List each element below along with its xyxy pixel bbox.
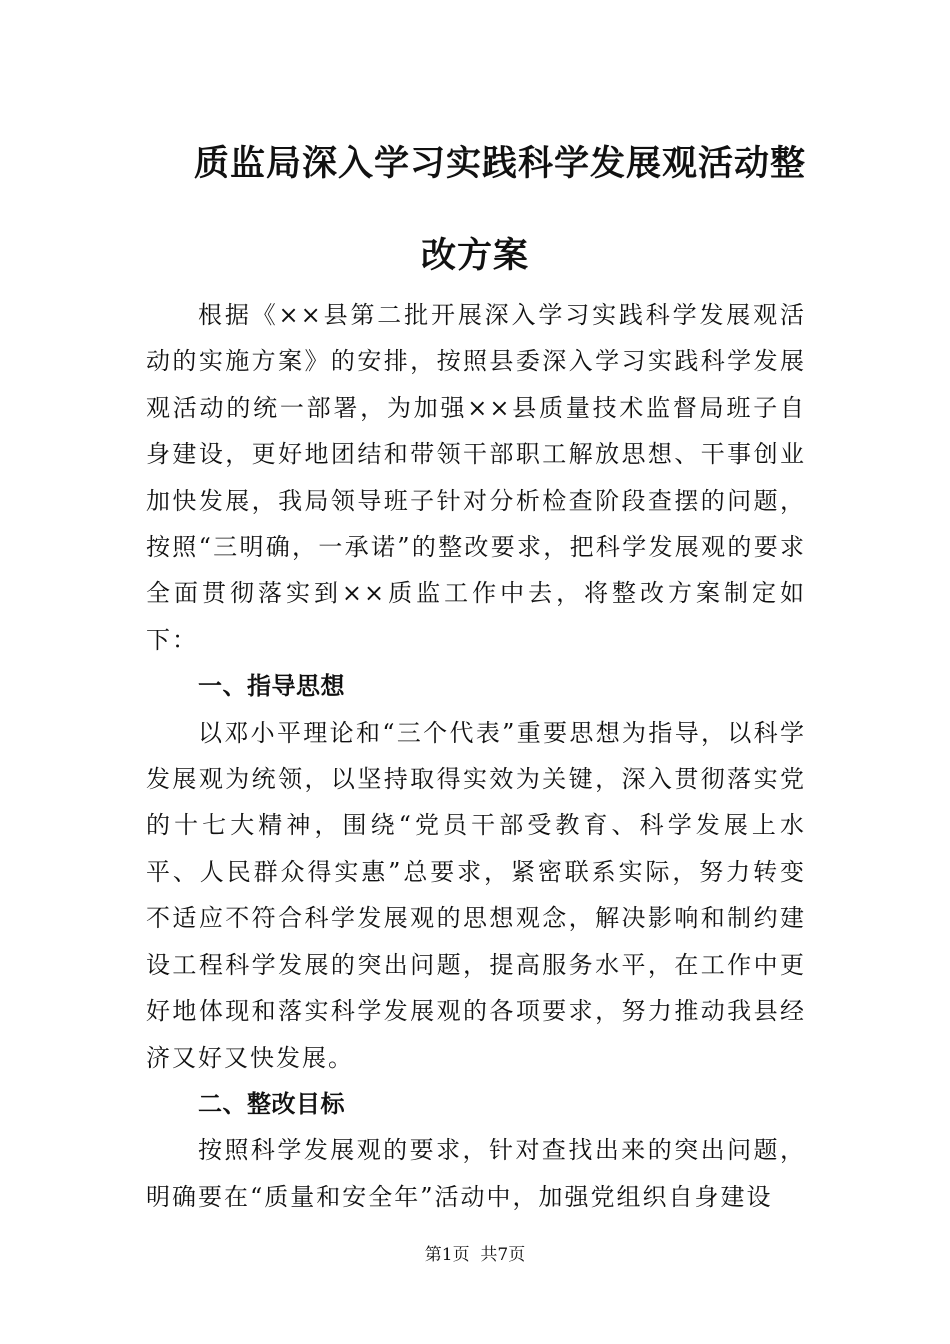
page-number-footer: 第1页 共7页	[424, 1245, 526, 1265]
document-title-line-2: 改方案	[420, 235, 529, 276]
section-paragraph-guiding-ideology: 以邓小平理论和“三个代表”重要思想为指导，以科学发展观为统领，以坚持取得实效为关键，深入贯彻落实党的十七大精神，围绕“党员干部受教育、科学发展上水平、人民群众得实惠”总要求，紧密联系实际，努力转变不适应不符合科学发展观的思想观念，解决影响和制约建设工程科学发展的突出问题，提高服务水平，在工作中更好地体现和落实科学发展观的各项要求，努力推动我县经济又好又快发展。	[146, 718, 806, 1072]
section-heading-guiding-ideology: 一、指导思想	[198, 672, 345, 701]
section-heading-rectification-goals: 二、整改目标	[198, 1089, 345, 1118]
document-body	[146, 292, 806, 1220]
intro-paragraph: 根据《××县第二批开展深入学习实践科学发展观活动的实施方案》的安排，按照县委深入学习实践科学发展观活动的统一部署，为加强××县质量技术监督局班子自身建设，更好地团结和带领干部职工解放思想、干事创业加快发展，我局领导班子针对分析检查阶段查摆的问题，按照“三明确，一承诺”的整改要求，把科学发展观的要求全面贯彻落实到××质监工作中去，将整改方案制定如下：	[146, 301, 806, 654]
section-paragraph-rectification-goals: 按照科学发展观的要求，针对查找出来的突出问题，明确要在“质量和安全年”活动中，加强党组织自身建设	[146, 1136, 806, 1211]
document-title-line-1: 质监局深入学习实践科学发展观活动整	[193, 143, 806, 184]
